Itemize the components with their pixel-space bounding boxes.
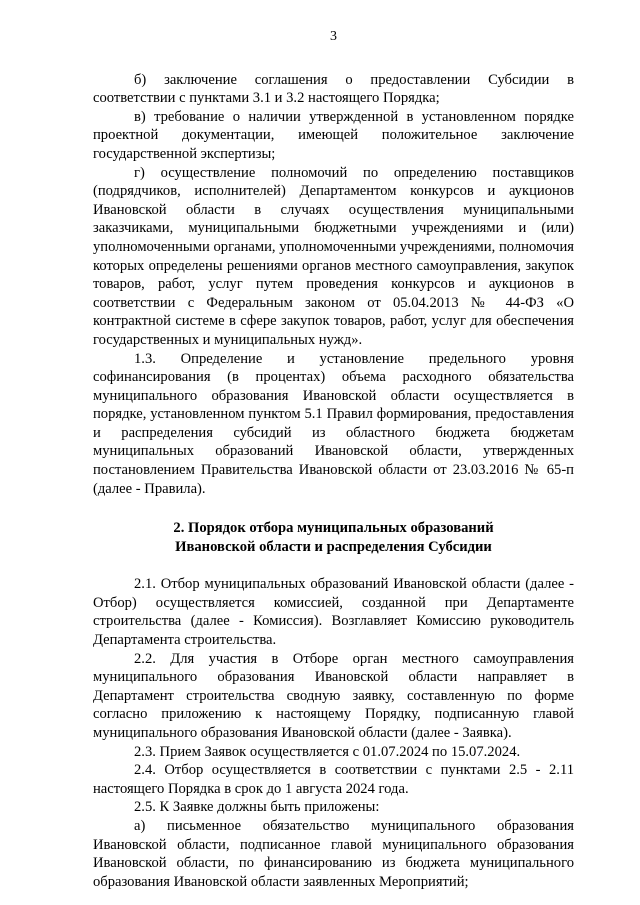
paragraph-item-b: б) заключение соглашения о предоставлении Субсидии в соответствии с пунктами 3.1 и 3.2 настоящего Порядка; bbox=[93, 71, 574, 107]
section-heading-line1: 2. Порядок отбора муниципальных образований bbox=[173, 520, 494, 537]
page-number: 3 bbox=[330, 29, 337, 44]
paragraph-2-4: 2.4. Отбор осуществляется в соответствии с пунктами 2.5 - 2.11 настоящего Порядка в срок до 1 августа 2024 года. bbox=[93, 762, 574, 797]
paragraph-2-1: 2.1. Отбор муниципальных образований Ивановской области (далее - Отбор) осуществляется комиссией, созданной при Департаменте строительства (далее - Комиссия). Возглавляет Комиссию руководитель Департамента строительства. bbox=[93, 576, 574, 649]
paragraph-1-3: 1.3. Определение и установление предельного уровня софинансирования (в процентах) объема расходного обязательства муниципального образования Ивановской области осуществляется в порядке, установленном пунктом 5.1 Правил формирования, предоставления и распределения субсидий из областного бюджета бюджетам муниципальных образований Ивановской области, утвержденных постановлением Правительства Ивановской области от 23.03.2016 № 65-п (далее - Правила). bbox=[93, 350, 574, 497]
paragraph-2-2: 2.2. Для участия в Отборе орган местного самоуправления муниципального образования Ивановской области направляет в Департамент строительства сводную заявку, составленную по форме согласно приложению к настоящему Порядку, подписанную главой муниципального образования Ивановской области (далее - Заявка). bbox=[93, 650, 574, 741]
section-heading bbox=[93, 519, 574, 557]
paragraph-2-5: 2.5. К Заявке должны быть приложены: bbox=[134, 799, 380, 816]
paragraph-item-g: г) осуществление полномочий по определению поставщиков (подрядчиков, исполнителей) Департаментом конкурсов и аукционов Ивановской области в случаях осуществления муниципальными заказчиками, муниципальными бюджетными учреждениями и (или) уполномоченными органами, уполномоченными учреждениями, полномочия которых определены решениями органов местного самоуправления, закупок товаров, работ, услуг путем проведения конкурсов и аукционов в соответствии с Федеральным законом от 05.04.2013 № 44-ФЗ «О контрактной системе в сфере закупок товаров, работ, услуг для обеспечения государственных и муниципальных нужд». bbox=[93, 164, 574, 348]
paragraph-2-3: 2.3. Прием Заявок осуществляется с 01.07.2024 по 15.07.2024. bbox=[134, 743, 521, 760]
paragraph-item-a: а) письменное обязательство муниципального образования Ивановской области, подписанное главой муниципального образования Ивановской области, по финансированию из бюджета муниципального образования Ивановской области заявленных Мероприятий; bbox=[93, 817, 574, 890]
paragraph-item-v: в) требование о наличии утвержденной в установленном порядке проектной документации, имеющей положительное заключение государственной экспертизы; bbox=[93, 108, 574, 162]
section-heading-line2: Ивановской области и распределения Субсидии bbox=[175, 539, 492, 556]
